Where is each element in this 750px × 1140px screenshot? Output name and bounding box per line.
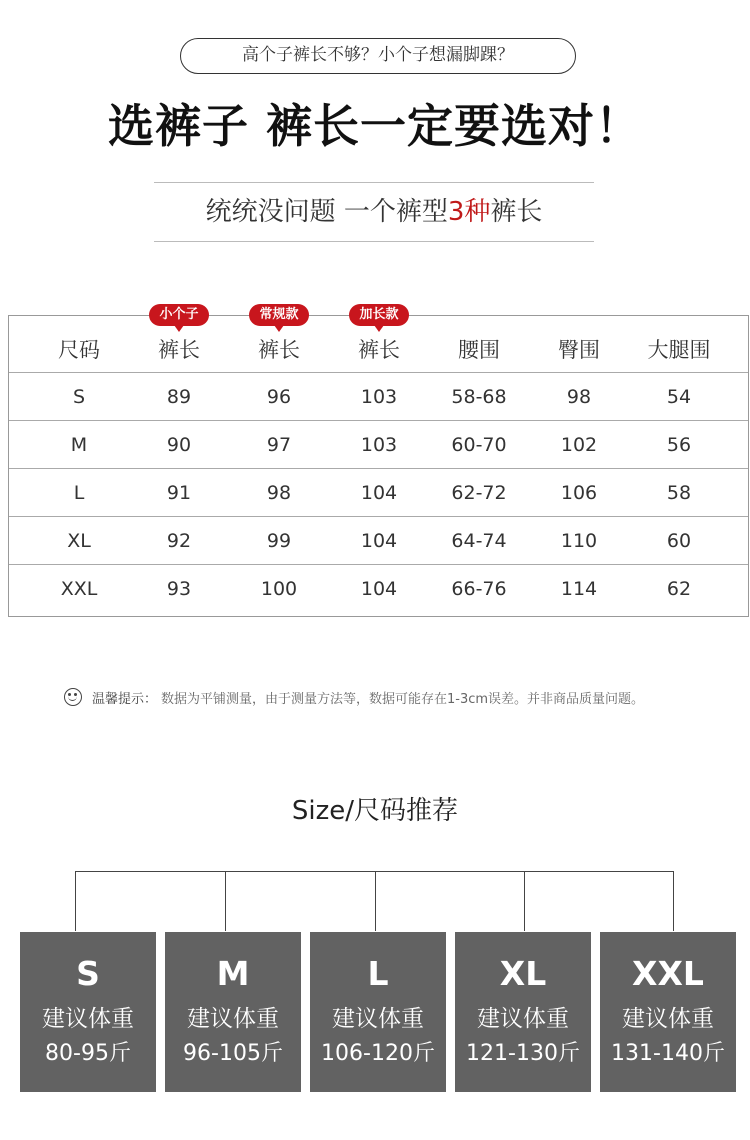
cell-thigh: 56 <box>666 434 692 456</box>
size-box-range: 106-120斤 <box>321 1041 435 1066</box>
size-box-size: XXL <box>632 954 704 993</box>
measurement-note <box>64 686 644 708</box>
header-length-regular: 裤长 <box>258 338 300 362</box>
connector-tick <box>524 871 525 931</box>
subheadline-highlight: 3种 <box>447 197 491 227</box>
cell-length-petite: 90 <box>166 434 192 456</box>
cell-length-long: 104 <box>360 530 398 552</box>
size-box-s <box>20 932 156 1092</box>
size-table <box>8 307 749 617</box>
header-hip: 臀围 <box>558 338 600 362</box>
subheadline-suffix: 裤长 <box>490 197 543 227</box>
cell-size: M <box>70 434 88 456</box>
cell-length-regular: 100 <box>260 578 298 600</box>
note-text: 数据为平铺测量，由于测量方法等，数据可能存在1-3cm误差。并非商品质量问题。 <box>161 691 645 707</box>
size-box-xxl <box>600 932 736 1092</box>
size-box-size: M <box>216 954 250 993</box>
size-box-range: 80-95斤 <box>45 1041 131 1066</box>
recommend-title: Size/尺码推荐 <box>291 796 459 826</box>
size-box-m <box>165 932 301 1092</box>
size-box-label: 建议体重 <box>477 1006 569 1032</box>
cell-thigh: 58 <box>666 482 692 504</box>
cell-thigh: 60 <box>666 530 692 552</box>
cell-length-regular: 98 <box>266 482 292 504</box>
cell-hip: 110 <box>560 530 598 552</box>
cell-length-petite: 93 <box>166 578 192 600</box>
table-row <box>9 564 748 612</box>
cell-length-regular: 99 <box>266 530 292 552</box>
size-box-size: L <box>367 954 389 993</box>
cell-waist: 66-76 <box>451 578 507 600</box>
size-box-range: 96-105斤 <box>183 1041 283 1066</box>
tag-petite: 小个子 <box>149 304 209 326</box>
smile-icon <box>64 688 82 706</box>
cell-length-long: 103 <box>360 386 398 408</box>
table-row <box>9 372 748 420</box>
table-row <box>9 516 748 564</box>
header-length-long: 裤长 <box>358 338 400 362</box>
cell-waist: 58-68 <box>451 386 507 408</box>
table-row <box>9 420 748 468</box>
tag-regular: 常规款 <box>249 304 309 326</box>
note-label: 温馨提示： <box>92 691 158 707</box>
cell-length-regular: 96 <box>266 386 292 408</box>
headline: 选裤子 裤长一定要选对！ <box>107 99 642 153</box>
size-box-label: 建议体重 <box>187 1006 279 1032</box>
cell-length-regular: 97 <box>266 434 292 456</box>
table-row <box>9 468 748 516</box>
connector-tick <box>225 871 226 931</box>
cell-length-long: 104 <box>360 578 398 600</box>
connector-tick <box>375 871 376 931</box>
size-box-range: 131-140斤 <box>611 1041 725 1066</box>
table-header-row <box>9 307 748 372</box>
cell-waist: 60-70 <box>451 434 507 456</box>
cell-waist: 64-74 <box>451 530 507 552</box>
header-waist: 腰围 <box>458 338 500 362</box>
cell-length-petite: 89 <box>166 386 192 408</box>
size-box-size: XL <box>499 954 547 993</box>
header-size: 尺码 <box>58 338 100 362</box>
cell-hip: 98 <box>566 386 592 408</box>
cell-waist: 62-72 <box>451 482 507 504</box>
cell-length-long: 103 <box>360 434 398 456</box>
cell-thigh: 54 <box>666 386 692 408</box>
cell-hip: 106 <box>560 482 598 504</box>
size-box-label: 建议体重 <box>332 1006 424 1032</box>
size-box-range: 121-130斤 <box>466 1041 580 1066</box>
cell-thigh: 62 <box>666 578 692 600</box>
cell-length-long: 104 <box>360 482 398 504</box>
header-length-petite: 裤长 <box>158 338 200 362</box>
cell-size: L <box>73 482 85 504</box>
size-box-size: S <box>76 954 100 993</box>
cell-length-petite: 92 <box>166 530 192 552</box>
cell-size: XXL <box>60 578 98 600</box>
header-thigh: 大腿围 <box>647 338 711 362</box>
tag-long: 加长款 <box>349 304 409 326</box>
cell-size: S <box>72 386 86 408</box>
size-box-l <box>310 932 446 1092</box>
subheadline-prefix: 统统没问题 一个裤型 <box>205 197 448 227</box>
cell-hip: 114 <box>560 578 598 600</box>
size-box-label: 建议体重 <box>622 1006 714 1032</box>
cell-length-petite: 91 <box>166 482 192 504</box>
cell-size: XL <box>67 530 91 552</box>
intro-pill-text: 高个子裤长不够？小个子想漏脚踝？ <box>242 45 514 65</box>
subheadline <box>154 182 594 242</box>
size-box-xl <box>455 932 591 1092</box>
intro-pill <box>180 38 576 74</box>
cell-hip: 102 <box>560 434 598 456</box>
size-box-label: 建议体重 <box>42 1006 134 1032</box>
